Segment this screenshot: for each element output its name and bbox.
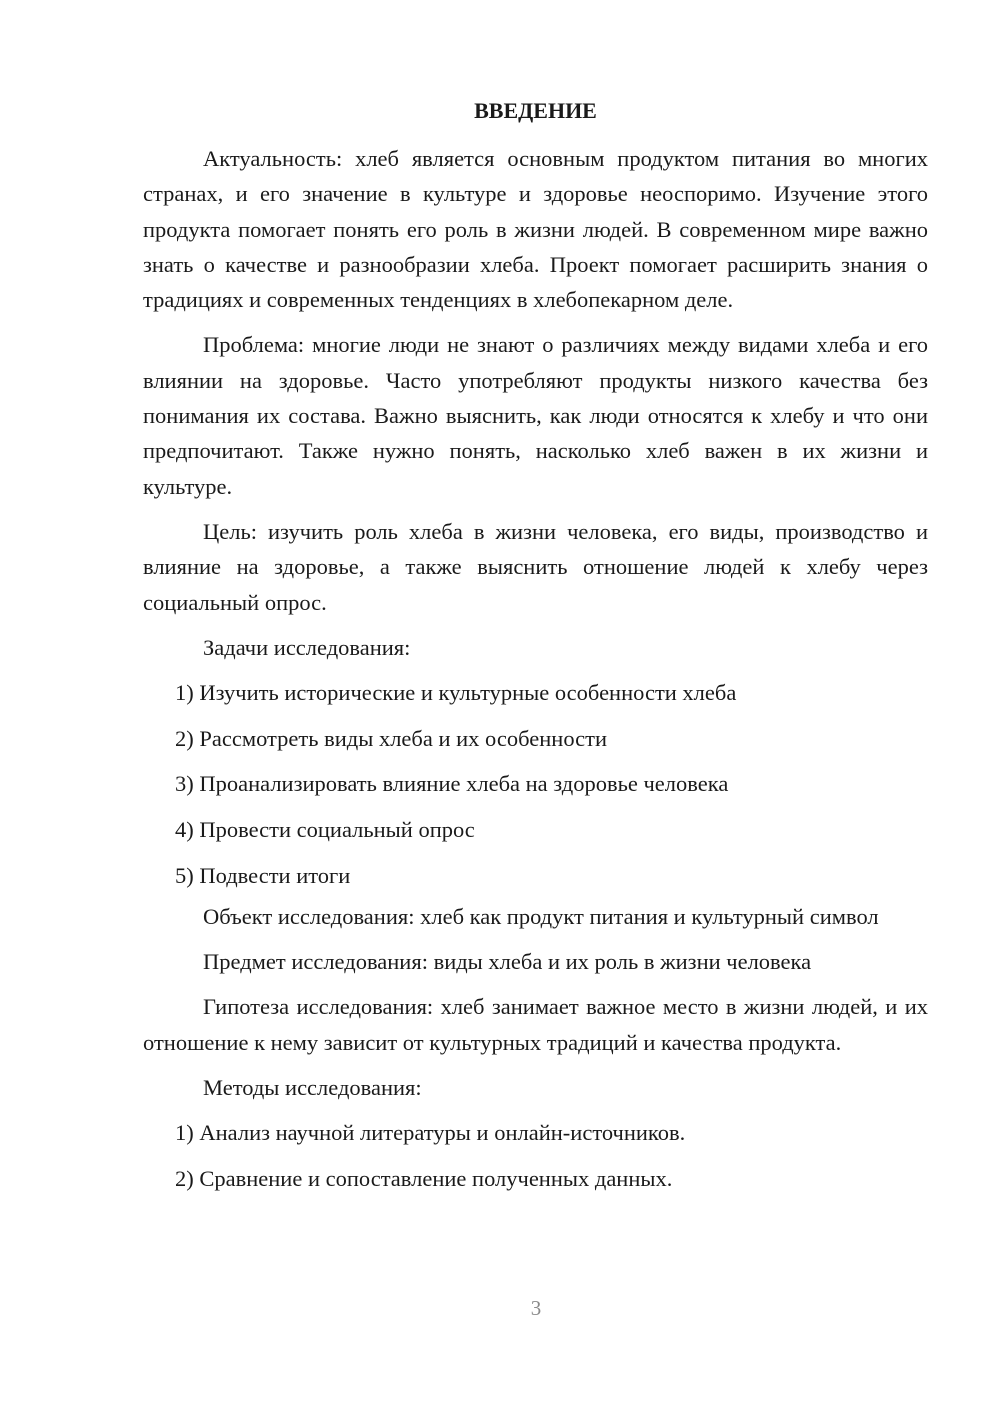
- problem-paragraph: Проблема: многие люди не знают о различиях между видами хлеба и его влиянии на здоровье. Часто употребляют продукты низкого качества без понимания их состава. Важно выяснить, как люди относятся к хлебу и что они предпочитают. Также нужно понять, насколько хлеб важен в их жизни и культуре.: [143, 332, 928, 499]
- subject-paragraph: Предмет исследования: виды хлеба и их роль в жизни человека: [203, 949, 812, 975]
- hypothesis-paragraph: Гипотеза исследования: хлеб занимает важное место в жизни людей, и их отношение к нему зависит от культурных традиций и качества продукта.: [143, 994, 928, 1055]
- task-item: 4) Провести социальный опрос: [175, 816, 475, 842]
- goal-paragraph: Цель: изучить роль хлеба в жизни человека, его виды, производство и влияние на здоровье, а также выяснить отношение людей к хлебу через социальный опрос.: [143, 518, 928, 615]
- task-item: 2) Рассмотреть виды хлеба и их особенности: [175, 725, 607, 751]
- methods-label: Методы исследования:: [203, 1075, 422, 1101]
- tasks-list: [143, 675, 928, 893]
- task-item: 5) Подвести итоги: [175, 862, 351, 888]
- tasks-label: Задачи исследования:: [203, 634, 411, 660]
- object-paragraph: Объект исследования: хлеб как продукт питания и культурный символ: [203, 903, 879, 929]
- methods-list: [143, 1115, 928, 1196]
- task-item: 3) Проанализировать влияние хлеба на здоровье человека: [175, 771, 729, 797]
- page-number: 3: [530, 1296, 542, 1320]
- task-item: 1) Изучить исторические и культурные особенности хлеба: [175, 680, 737, 706]
- method-item: 2) Сравнение и сопоставление полученных данных.: [175, 1165, 673, 1191]
- relevance-paragraph: Актуальность: хлеб является основным продуктом питания во многих странах, и его значение в культуре и здоровье неоспоримо. Изучение этого продукта помогает понять его роль в жизни людей. В современном мире важно знать о качестве и разнообразии хлеба. Проект помогает расширить знания о традициях и современных тенденциях в хлебопекарном деле.: [143, 146, 928, 313]
- method-item: 1) Анализ научной литературы и онлайн-источников.: [175, 1120, 686, 1146]
- section-heading: ВВЕДЕНИЕ: [474, 98, 597, 123]
- page-content: [143, 96, 928, 1207]
